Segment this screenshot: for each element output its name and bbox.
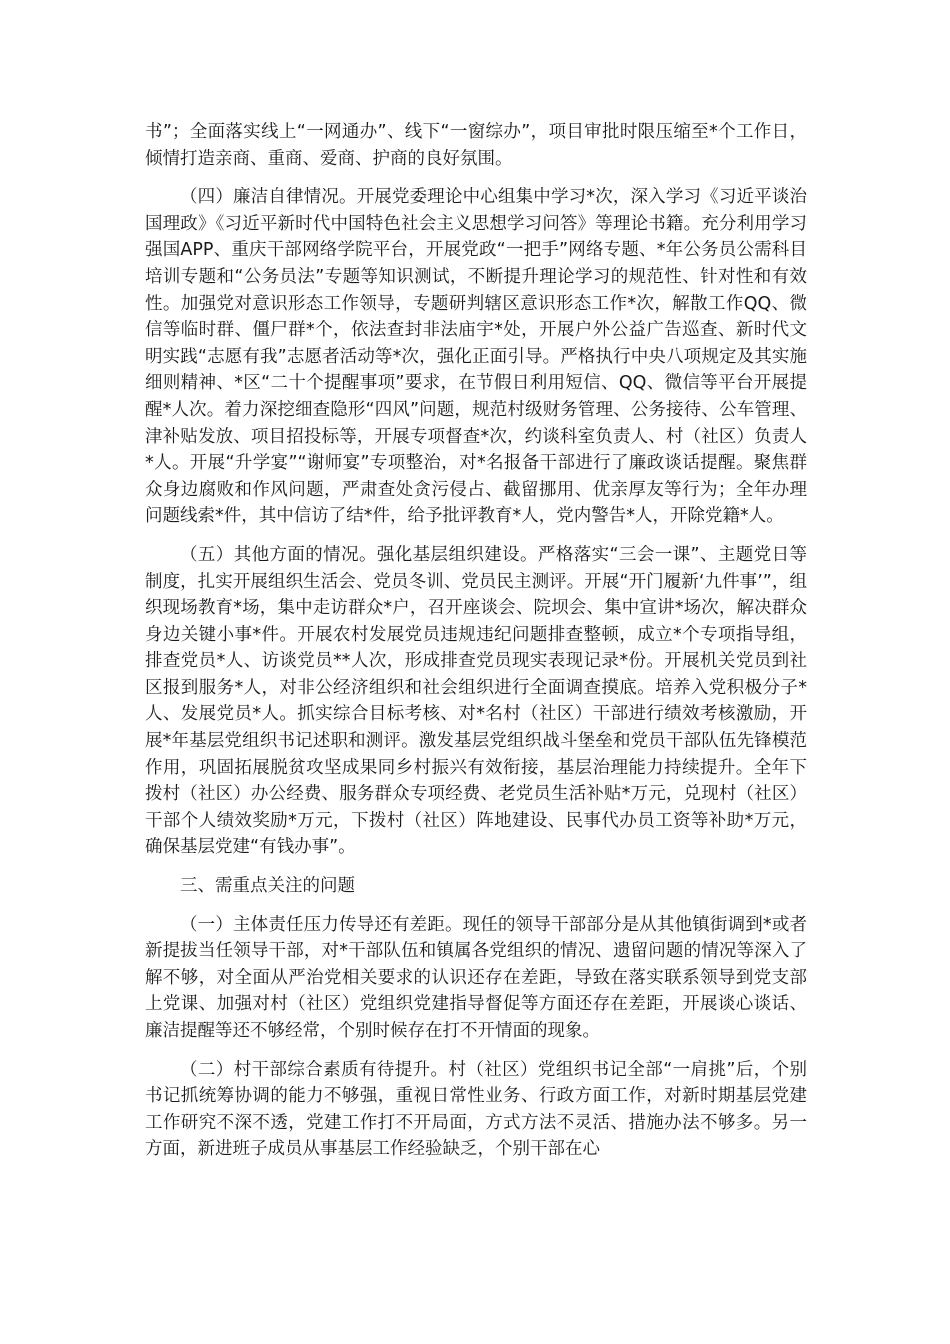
paragraph-integrity-self-discipline: （四）廉洁自律情况。开展党委理论中心组集中学习*次，深入学习《习近平谈治国理政》《习近平新时代中国特色社会主义思想学习问答》等理论书籍。充分利用学习强国APP、重庆干部网络学院平台，开展党政“一把手”网络专题、*年公务员公需科目培训专题和“公务员法”专题等知识测试，不断提升理论学习的规范性、针对性和有效性。加强党对意识形态工作领导，专题研判辖区意识形态工作*次，解散工作QQ、微信等临时群、僵尸群*个，依法查封非法庙宇*处，开展户外公益广告巡查、新时代文明实践“志愿有我”志愿者活动等*次，强化正面引导。严格执行中央八项规定及其实施细则精神、*区“二十个提醒事项”要求，在节假日利用短信、QQ、微信等平台开展提醒*人次。着力深挖细查隐形“四风”问题，规范村级财务管理、公务接待、公车管理、津补贴发放、项目招投标等，开展专项督查*次，约谈科室负责人、村（社区）负责人*人。开展“升学宴”“谢师宴”专项整治，对*名报备干部进行了廉政谈话提醒。聚焦群众身边腐败和作风问题，严肃查处贪污侵占、截留挪用、优亲厚友等行为；全年办理问题线索*件，其中信访了结*件，给予批评教育*人，党内警告*人，开除党籍*人。 xyxy=(145,187,807,527)
paragraph-responsibility-pressure: （一）主体责任压力传导还有差距。现任的领导干部部分是从其他镇街调到*或者新提拔当任领导干部，对*干部队伍和镇属各党组织的情况、遗留问题的情况等深入了解不够，对全面从严治党相关要求的认识还存在差距，导致在落实联系领导到党支部上党课、加强对村（社区）党组织党建指导督促等方面还存在差距，开展谈心谈话、廉洁提醒等还不够经常，个别时候存在打不开情面的现象。 xyxy=(145,914,807,1041)
section-heading-key-issues: 三、需重点关注的问题 xyxy=(180,876,355,897)
paragraph-other-aspects: （五）其他方面的情况。强化基层组织建设。严格落实“三会一课”、主题党日等制度，扎实开展组织生活会、党员冬训、党员民主测评。开展“开门履新‘九件事’”，组织现场教育*场，集中走访群众*户，召开座谈会、院坝会、集中宣讲*场次，解决群众身边关键小事*件。开展农村发展党员违规违纪问题排查整顿，成立*个专项指导组，排查党员*人、访谈党员**人次，形成排查党员现实表现记录*份。开展机关党员到社区报到服务*人，对非公经济组织和社会组织进行全面调查摸底。培养入党积极分子*人、发展党员*人。抓实综合目标考核、对*名村（社区）干部进行绩效考核激励，开展*年基层党组织书记述职和测评。激发基层党组织战斗堡垒和党员干部队伍先锋模范作用，巩固拓展脱贫攻坚成果同乡村振兴有效衔接，基层治理能力持续提升。全年下拨村（社区）办公经费、服务群众专项经费、老党员生活补贴*万元，兑现村（社区）干部个人绩效奖励*万元，下拨村（社区）阵地建设、民事代办员工资等补助*万元，确保基层党建“有钱办事”。 xyxy=(145,544,807,858)
paragraph-continuation: 书”；全面落实线上“一网通办”、线下“一窗综办”，项目审批时限压缩至*个工作日，倾情打造亲商、重商、爱商、护商的良好氛围。 xyxy=(145,122,807,169)
paragraph-village-cadre-quality: （二）村干部综合素质有待提升。村（社区）党组织书记全部“一肩挑”后，个别书记抓统筹协调的能力不够强，重视日常性业务、行政方面工作，对新时期基层党建工作研究不深不透，党建工作打不开局面，方式方法不灵活、措施办法不够多。另一方面，新进班子成员从事基层工作经验缺乏，个别干部在心 xyxy=(145,1059,807,1160)
document-page xyxy=(145,119,807,1175)
